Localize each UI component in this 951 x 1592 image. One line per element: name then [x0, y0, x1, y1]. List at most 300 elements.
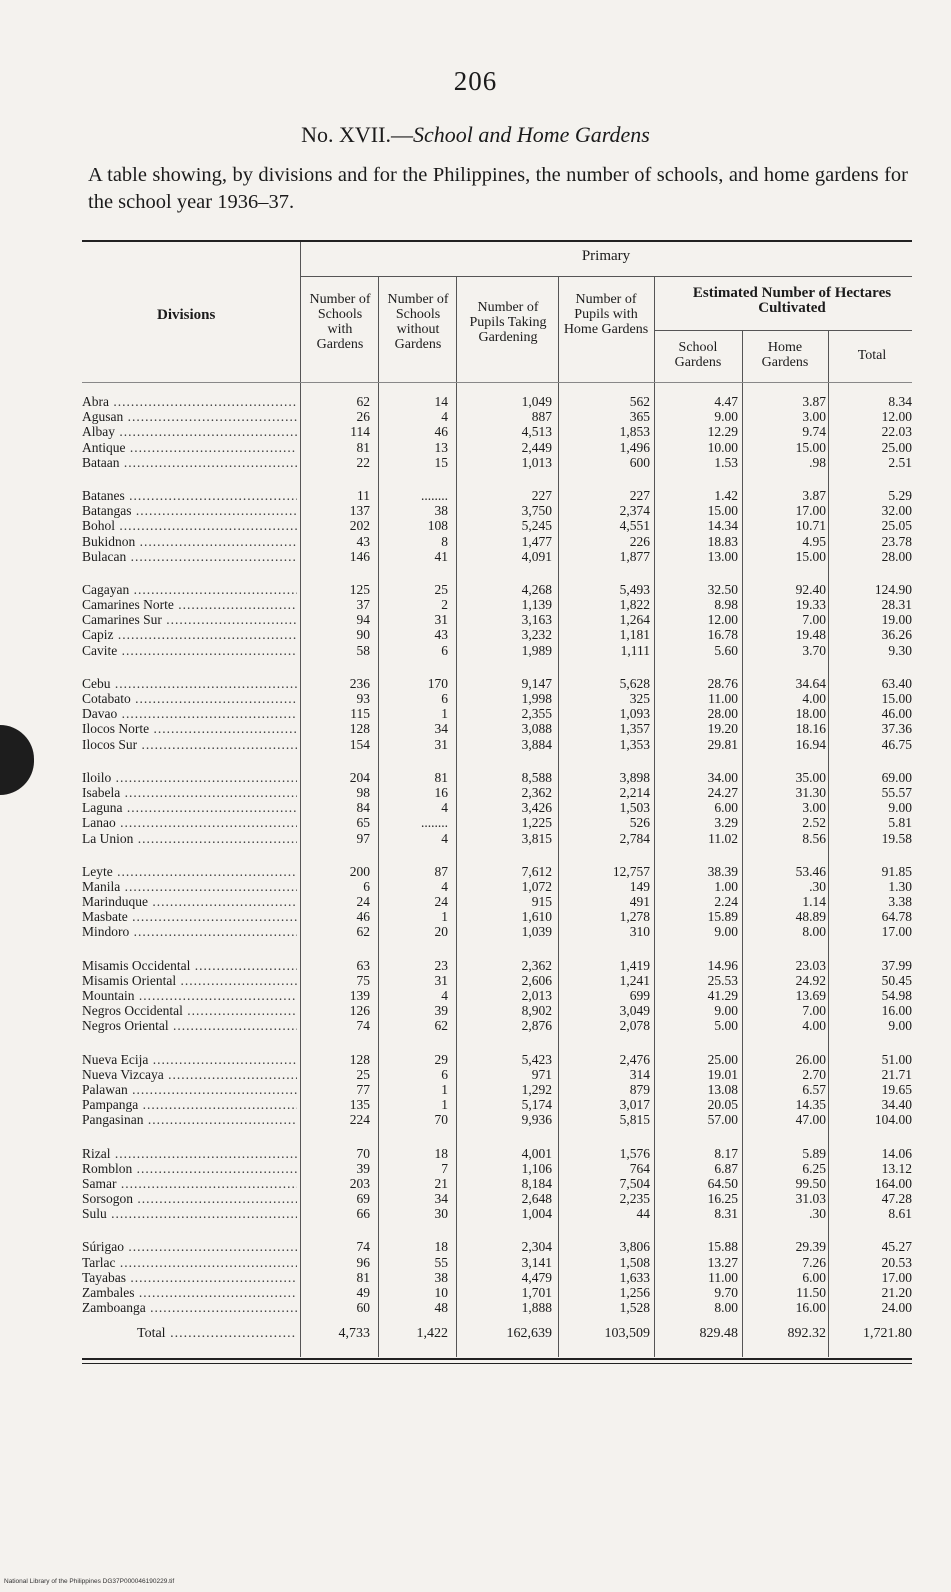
total-ha: 19.58	[881, 830, 912, 846]
home-gardens-ha: 18.16	[795, 721, 826, 737]
table-row	[82, 973, 912, 988]
division-name: Mountain .....	[82, 988, 297, 1003]
home-gardens-ha: 3.00	[802, 800, 826, 816]
school-gardens-ha: 13.00	[707, 548, 738, 564]
schools-with: 154	[349, 736, 370, 752]
table-row	[82, 737, 912, 752]
total-ha: 25.00	[881, 439, 912, 455]
division-name: Marinduque .....	[82, 894, 297, 909]
division-name: Misamis Oriental .....	[82, 973, 297, 988]
schools-with: 94	[356, 612, 370, 628]
estimated-underline	[654, 330, 912, 331]
scan-footer: National Library of the Philippines DG37P000046190229.tif	[4, 1578, 175, 1585]
schools-with: 66	[356, 1206, 370, 1222]
schools-with: 62	[356, 924, 370, 940]
schools-with: 58	[356, 642, 370, 658]
pupils-home: 1,111	[620, 642, 650, 658]
schools-without: 29	[434, 1051, 448, 1067]
schools-with: 22	[356, 454, 370, 470]
table-row	[82, 1067, 912, 1082]
school-gardens-ha: 5.60	[714, 642, 738, 658]
home-gardens-ha: 2.52	[802, 815, 826, 831]
table-row	[82, 1146, 912, 1161]
total-pupils: 162,639	[506, 1326, 552, 1341]
pupils-taking: 2,449	[521, 439, 552, 455]
home-gardens-ha: 13.69	[795, 988, 826, 1003]
pupils-taking: 3,141	[521, 1254, 552, 1270]
pupils-home: 4,551	[619, 518, 650, 534]
table-row	[82, 958, 912, 973]
pupils-home: 1,877	[619, 548, 650, 564]
pupils-taking: 1,139	[521, 597, 552, 613]
home-gardens-ha: 24.92	[795, 972, 826, 988]
schools-with: 236	[349, 675, 370, 691]
schools-without: 14	[434, 394, 448, 409]
home-gardens-ha: .30	[809, 878, 826, 894]
total-ha: 37.36	[881, 721, 912, 737]
pupils-home: 1,503	[619, 800, 650, 816]
home-gardens-ha: 3.70	[802, 642, 826, 658]
table-row	[82, 676, 912, 691]
schools-without: ........	[421, 487, 448, 503]
pupils-home: 1,419	[619, 957, 650, 973]
pupils-taking: 2,362	[521, 784, 552, 800]
primary-underline	[300, 276, 912, 277]
schools-without: 4	[441, 409, 448, 425]
division-name: Batanes .....	[82, 488, 297, 503]
total-ha: 47.28	[881, 1191, 912, 1207]
pupils-taking: 9,147	[521, 675, 552, 691]
division-name: Bataan .....	[82, 455, 297, 470]
school-gardens-ha: 32.50	[707, 581, 738, 597]
schools-with: 203	[349, 1175, 370, 1191]
table-row	[82, 440, 912, 455]
table-row	[82, 1176, 912, 1191]
division-name: Manila .....	[82, 879, 297, 894]
pupils-taking: 5,174	[521, 1097, 552, 1113]
schools-with: 74	[356, 1239, 370, 1255]
pupils-home: 2,214	[619, 784, 650, 800]
gardens-table	[82, 240, 912, 1380]
home-gardens-ha: 92.40	[795, 581, 826, 597]
pupils-taking: 1,013	[521, 454, 552, 470]
school-gardens-ha: 19.01	[707, 1066, 738, 1082]
schools-with: 204	[349, 769, 370, 785]
table-row	[82, 582, 912, 597]
pupils-home: 491	[629, 894, 650, 910]
pupils-taking: 1,989	[521, 642, 552, 658]
schools-without: 70	[434, 1112, 448, 1128]
school-gardens-ha: 16.78	[707, 627, 738, 643]
total-ha: 14.06	[881, 1145, 912, 1161]
table-row	[82, 1255, 912, 1270]
header-schools-without: Number of Schools without Gardens	[387, 292, 449, 352]
schools-with: 128	[349, 721, 370, 737]
schools-without: 34	[434, 1191, 448, 1207]
schools-without: 18	[434, 1145, 448, 1161]
table-bottom-rule-thin	[82, 1363, 912, 1364]
pupils-taking: 5,423	[521, 1051, 552, 1067]
home-gardens-ha: 9.74	[802, 424, 826, 440]
schools-with: 43	[356, 533, 370, 549]
pupils-home: 3,017	[619, 1097, 650, 1113]
schools-with: 128	[349, 1051, 370, 1067]
schools-with: 115	[350, 706, 370, 722]
home-gardens-ha: 53.46	[795, 863, 826, 879]
home-gardens-ha: 48.89	[795, 909, 826, 925]
pupils-taking: 4,479	[521, 1269, 552, 1285]
schools-with: 11	[357, 487, 370, 503]
table-row	[82, 503, 912, 518]
schools-with: 37	[356, 597, 370, 613]
home-gardens-ha: 17.00	[795, 503, 826, 519]
table-row	[82, 488, 912, 503]
schools-with: 126	[349, 1003, 370, 1019]
schools-without: 46	[434, 424, 448, 440]
schools-with: 46	[356, 909, 370, 925]
school-gardens-ha: 38.39	[707, 863, 738, 879]
pupils-taking: 4,268	[521, 581, 552, 597]
table-row	[82, 770, 912, 785]
schools-with: 114	[350, 424, 370, 440]
division-name: Sulu .....	[82, 1206, 297, 1221]
schools-with: 96	[356, 1254, 370, 1270]
schools-without: 55	[434, 1254, 448, 1270]
pupils-taking: 3,750	[521, 503, 552, 519]
division-name: Cagayan .....	[82, 582, 297, 597]
pupils-taking: 2,013	[521, 988, 552, 1003]
school-gardens-ha: 5.00	[714, 1018, 738, 1034]
division-name: Sorsogon .....	[82, 1191, 297, 1206]
pupils-home: 526	[629, 815, 650, 831]
pupils-home: 12,757	[612, 863, 650, 879]
school-gardens-ha: 8.31	[714, 1206, 738, 1222]
pupils-home: 1,181	[619, 627, 650, 643]
pupils-taking: 8,588	[521, 769, 552, 785]
table-row	[82, 691, 912, 706]
division-name: Negros Oriental .....	[82, 1018, 297, 1033]
division-name: Davao .....	[82, 706, 297, 721]
header-primary: Primary	[581, 248, 631, 264]
division-name: Antique .....	[82, 440, 297, 455]
home-gardens-ha: 6.00	[802, 1269, 826, 1285]
schools-with: 84	[356, 800, 370, 816]
schools-without: 13	[434, 439, 448, 455]
schools-without: 38	[434, 1269, 448, 1285]
pupils-home: 1,633	[619, 1269, 650, 1285]
pupils-taking: 5,245	[521, 518, 552, 534]
schools-with: 25	[356, 1066, 370, 1082]
home-gardens-ha: 35.00	[795, 769, 826, 785]
table-row	[82, 518, 912, 533]
pupils-taking: 3,088	[521, 721, 552, 737]
school-gardens-ha: 11.02	[708, 830, 738, 846]
table-row	[82, 1161, 912, 1176]
table-row	[82, 864, 912, 879]
total-ha: 22.03	[881, 424, 912, 440]
schools-without: 4	[441, 878, 448, 894]
total-ha: 55.57	[881, 784, 912, 800]
division-name: Cebu .....	[82, 676, 297, 691]
table-row	[82, 1270, 912, 1285]
pupils-taking: 1,477	[521, 533, 552, 549]
schools-with: 224	[349, 1112, 370, 1128]
schools-with: 49	[356, 1285, 370, 1300]
total-school-gardens: 829.48	[699, 1326, 738, 1341]
school-gardens-ha: 13.08	[707, 1081, 738, 1097]
school-gardens-ha: 3.29	[714, 815, 738, 831]
pupils-home: 879	[629, 1081, 650, 1097]
total-ha: 13.12	[881, 1160, 912, 1176]
division-name: La Union .....	[82, 831, 297, 846]
table-row	[82, 1097, 912, 1112]
table-row	[82, 1052, 912, 1067]
school-gardens-ha: 10.00	[707, 439, 738, 455]
pupils-home: 5,815	[619, 1112, 650, 1128]
table-row	[82, 1285, 912, 1300]
school-gardens-ha: 14.96	[707, 957, 738, 973]
schools-with: 90	[356, 627, 370, 643]
pupils-taking: 3,884	[521, 736, 552, 752]
schools-with: 6	[363, 878, 370, 894]
schools-without: 41	[434, 548, 448, 564]
total-row	[82, 1326, 912, 1344]
schools-without: 170	[427, 675, 448, 691]
total-ha: 46.75	[881, 736, 912, 752]
schools-without: 23	[434, 957, 448, 973]
home-gardens-ha: 19.48	[795, 627, 826, 643]
schools-without: 4	[441, 830, 448, 846]
school-gardens-ha: 8.98	[714, 597, 738, 613]
pupils-home: 1,853	[619, 424, 650, 440]
school-gardens-ha: 28.76	[707, 675, 738, 691]
pupils-home: 699	[629, 988, 650, 1003]
pupils-home: 226	[629, 533, 650, 549]
pupils-home: 44	[636, 1206, 650, 1222]
school-gardens-ha: 15.00	[707, 503, 738, 519]
total-home: 103,509	[604, 1326, 650, 1341]
page-number: 206	[453, 66, 498, 96]
division-name: Cotabato .....	[82, 691, 297, 706]
pupils-home: 1,822	[619, 597, 650, 613]
table-row	[82, 1191, 912, 1206]
schools-with: 65	[356, 815, 370, 831]
school-gardens-ha: 15.88	[707, 1239, 738, 1255]
row-group	[82, 1052, 912, 1128]
home-gardens-ha: 4.95	[802, 533, 826, 549]
header-bottom-line	[82, 382, 912, 383]
schools-with: 62	[356, 394, 370, 409]
division-name: Súrigao .....	[82, 1239, 297, 1254]
total-ha: 23.78	[881, 533, 912, 549]
table-row	[82, 988, 912, 1003]
row-group	[82, 1146, 912, 1222]
total-ha: 164.00	[874, 1175, 912, 1191]
header-schools-with: Number of Schools with Gardens	[309, 292, 371, 352]
pupils-taking: 1,292	[521, 1081, 552, 1097]
pupils-taking: 1,701	[521, 1285, 552, 1300]
table-row	[82, 879, 912, 894]
division-name: Tarlac .....	[82, 1255, 297, 1270]
pupils-taking: 1,998	[521, 691, 552, 706]
school-gardens-ha: 28.00	[707, 706, 738, 722]
school-gardens-ha: 9.70	[714, 1285, 738, 1300]
schools-with: 77	[356, 1081, 370, 1097]
schools-without: 10	[434, 1285, 448, 1300]
header-pupils-home: Number of Pupils with Home Gardens	[563, 292, 649, 337]
schools-with: 97	[356, 830, 370, 846]
total-ha: 37.99	[881, 957, 912, 973]
total-total: 1,721.80	[863, 1326, 912, 1341]
home-gardens-ha: 15.00	[795, 548, 826, 564]
pupils-home: 1,496	[619, 439, 650, 455]
home-gardens-ha: 7.26	[802, 1254, 826, 1270]
pupils-taking: 915	[531, 894, 552, 910]
pupils-taking: 8,184	[521, 1175, 552, 1191]
pupils-home: 1,353	[619, 736, 650, 752]
home-gardens-ha: 19.33	[795, 597, 826, 613]
row-group	[82, 770, 912, 846]
pupils-taking: 971	[531, 1066, 552, 1082]
table-row	[82, 924, 912, 939]
home-gardens-ha: 3.87	[802, 394, 826, 409]
row-group	[82, 394, 912, 470]
home-gardens-ha: .30	[809, 1206, 826, 1222]
table-row	[82, 534, 912, 549]
row-group	[82, 676, 912, 752]
division-name: Iloilo .....	[82, 770, 297, 785]
total-ha: 19.65	[881, 1081, 912, 1097]
pupils-home: 1,241	[619, 972, 650, 988]
table-row	[82, 1239, 912, 1254]
division-name: Nueva Vizcaya .....	[82, 1067, 297, 1082]
school-gardens-ha: 12.00	[707, 612, 738, 628]
division-name: Ilocos Sur .....	[82, 737, 297, 752]
schools-without: 87	[434, 863, 448, 879]
pupils-taking: 2,362	[521, 957, 552, 973]
home-gardens-ha: 16.00	[795, 1300, 826, 1316]
home-gardens-ha: 6.25	[802, 1160, 826, 1176]
school-gardens-ha: 57.00	[707, 1112, 738, 1128]
pupils-taking: 7,612	[521, 863, 552, 879]
schools-without: 43	[434, 627, 448, 643]
school-gardens-ha: 1.42	[714, 487, 738, 503]
school-gardens-ha: 18.83	[707, 533, 738, 549]
total-ha: 15.00	[881, 691, 912, 706]
school-gardens-ha: 6.00	[714, 800, 738, 816]
pupils-taking: 1,072	[521, 878, 552, 894]
school-gardens-ha: 34.00	[707, 769, 738, 785]
division-name: Samar .....	[82, 1176, 297, 1191]
table-row	[82, 1300, 912, 1315]
home-gardens-ha: 29.39	[795, 1239, 826, 1255]
home-gardens-ha: 8.56	[802, 830, 826, 846]
pupils-home: 1,093	[619, 706, 650, 722]
schools-without: 62	[434, 1018, 448, 1034]
table-row	[82, 597, 912, 612]
home-gardens-ha: 47.00	[795, 1112, 826, 1128]
schools-without: 21	[434, 1175, 448, 1191]
total-ha: 9.00	[888, 1018, 912, 1034]
home-gardens-ha: 10.71	[795, 518, 826, 534]
home-gardens-ha: 26.00	[795, 1051, 826, 1067]
table-row	[82, 721, 912, 736]
table-row	[82, 409, 912, 424]
total-ha: 9.30	[888, 642, 912, 658]
division-name: Palawan .....	[82, 1082, 297, 1097]
total-ha: 8.61	[888, 1206, 912, 1222]
schools-with: 74	[356, 1018, 370, 1034]
schools-with: 93	[356, 691, 370, 706]
schools-without: 6	[441, 691, 448, 706]
header-divisions: Divisions	[157, 307, 216, 323]
schools-without: 6	[441, 1066, 448, 1082]
total-ha: 2.51	[888, 454, 912, 470]
division-name: Ilocos Norte .....	[82, 721, 297, 736]
home-gardens-ha: 8.00	[802, 924, 826, 940]
pupils-home: 3,049	[619, 1003, 650, 1019]
pupils-taking: 4,001	[521, 1145, 552, 1161]
total-ha: 51.00	[881, 1051, 912, 1067]
division-name: Capiz .....	[82, 627, 297, 642]
table-description: A table showing, by divisions and for the Philippines, the number of schools, and home gardens for the school year 1936–37.	[88, 164, 908, 213]
total-ha: 34.40	[881, 1097, 912, 1113]
schools-with: 200	[349, 863, 370, 879]
schools-with: 146	[349, 548, 370, 564]
table-number: No. XVII.—	[301, 122, 413, 147]
table-row	[82, 627, 912, 642]
schools-without: 4	[441, 988, 448, 1003]
home-gardens-ha: 7.00	[802, 1003, 826, 1019]
division-name: Bukidnon .....	[82, 534, 297, 549]
pupils-home: 149	[629, 878, 650, 894]
pupils-home: 5,628	[619, 675, 650, 691]
school-gardens-ha: 24.27	[707, 784, 738, 800]
schools-with: 137	[349, 503, 370, 519]
total-ha: 46.00	[881, 706, 912, 722]
home-gardens-ha: 14.35	[795, 1097, 826, 1113]
school-gardens-ha: 9.00	[714, 1003, 738, 1019]
total-ha: 54.98	[881, 988, 912, 1003]
table-row	[82, 785, 912, 800]
school-gardens-ha: 9.00	[714, 924, 738, 940]
pupils-home: 1,256	[619, 1285, 650, 1300]
pupils-taking: 1,610	[521, 909, 552, 925]
table-row	[82, 549, 912, 564]
pupils-taking: 3,163	[521, 612, 552, 628]
total-ha: 5.81	[888, 815, 912, 831]
schools-with: 125	[349, 581, 370, 597]
division-name: Nueva Ecija .....	[82, 1052, 297, 1067]
home-gardens-ha: 6.57	[802, 1081, 826, 1097]
total-label: Total .....	[82, 1326, 297, 1341]
schools-without: 7	[441, 1160, 448, 1176]
scan-blemish	[0, 725, 34, 795]
total-ha: 28.00	[881, 548, 912, 564]
header-pupils-taking: Number of Pupils Taking Gardening	[469, 300, 547, 345]
table-row	[82, 1082, 912, 1097]
division-name: Tayabas .....	[82, 1270, 297, 1285]
pupils-home: 562	[629, 394, 650, 409]
schools-without: 16	[434, 784, 448, 800]
schools-with: 75	[356, 972, 370, 988]
pupils-home: 1,528	[619, 1300, 650, 1316]
school-gardens-ha: 11.00	[708, 1269, 738, 1285]
home-gardens-ha: 99.50	[795, 1175, 826, 1191]
schools-with: 98	[356, 784, 370, 800]
pupils-taking: 1,039	[521, 924, 552, 940]
pupils-home: 314	[629, 1066, 650, 1082]
